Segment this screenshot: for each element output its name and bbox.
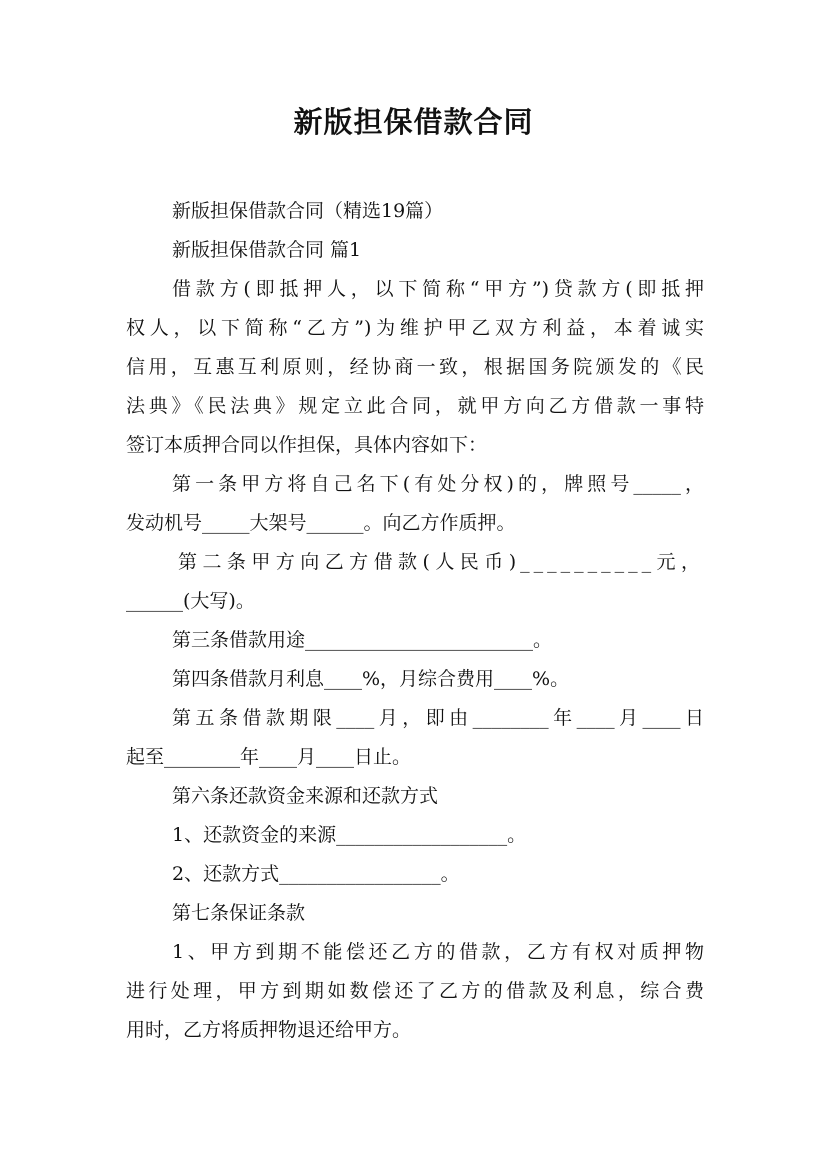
- article-7-item: 进行处理，甲方到期如数偿还了乙方的借款及利息，综合费: [126, 980, 704, 1002]
- subtitle-line: 新版担保借款合同（精选19篇）: [172, 200, 444, 222]
- paragraph-line: 签订本质押合同以作担保，具体内容如下：: [126, 434, 488, 456]
- article-7-item: 1、甲方到期不能偿还乙方的借款，乙方有权对质押物: [172, 941, 704, 963]
- document-body: [126, 192, 704, 1050]
- article-2-line: 第二条甲方向乙方借款(人民币)__________元，: [178, 551, 704, 573]
- paragraph-line: 借款方(即抵押人，以下简称“甲方”)贷款方(即抵押: [172, 278, 704, 300]
- article-4-line: 第四条借款月利息____%，月综合费用____%。: [172, 668, 570, 690]
- paragraph-line: 法典》《民法典》规定立此合同，就甲方向乙方借款一事特: [126, 395, 704, 417]
- article-5-line: 起至________年____月____日止。: [126, 746, 412, 768]
- article-2-line: ______(大写)。: [126, 590, 255, 612]
- section-heading: 新版担保借款合同 篇1: [172, 239, 362, 261]
- article-5-line: 第五条借款期限____月，即由________年____月____日: [172, 707, 704, 729]
- paragraph-line: 权人，以下简称“乙方”)为维护甲乙双方利益，本着诚实: [126, 317, 704, 339]
- paragraph-line: 信用，互惠互利原则，经协商一致，根据国务院颁发的《民: [126, 356, 704, 378]
- article-1-line: 第一条甲方将自己名下(有处分权)的，牌照号_____，: [172, 473, 704, 495]
- article-6-item: 1、还款资金的来源__________________。: [172, 824, 527, 846]
- article-7-item: 用时，乙方将质押物退还给甲方。: [126, 1019, 412, 1041]
- article-6-heading: 第六条还款资金来源和还款方式: [172, 785, 439, 807]
- article-6-item: 2、还款方式_________________。: [172, 863, 460, 885]
- article-1-line: 发动机号_____大架号______。向乙方作质押。: [126, 512, 516, 534]
- document-title: 新版担保借款合同: [293, 105, 534, 139]
- article-7-heading: 第七条保证条款: [172, 902, 306, 924]
- article-3-line: 第三条借款用途________________________。: [172, 629, 553, 651]
